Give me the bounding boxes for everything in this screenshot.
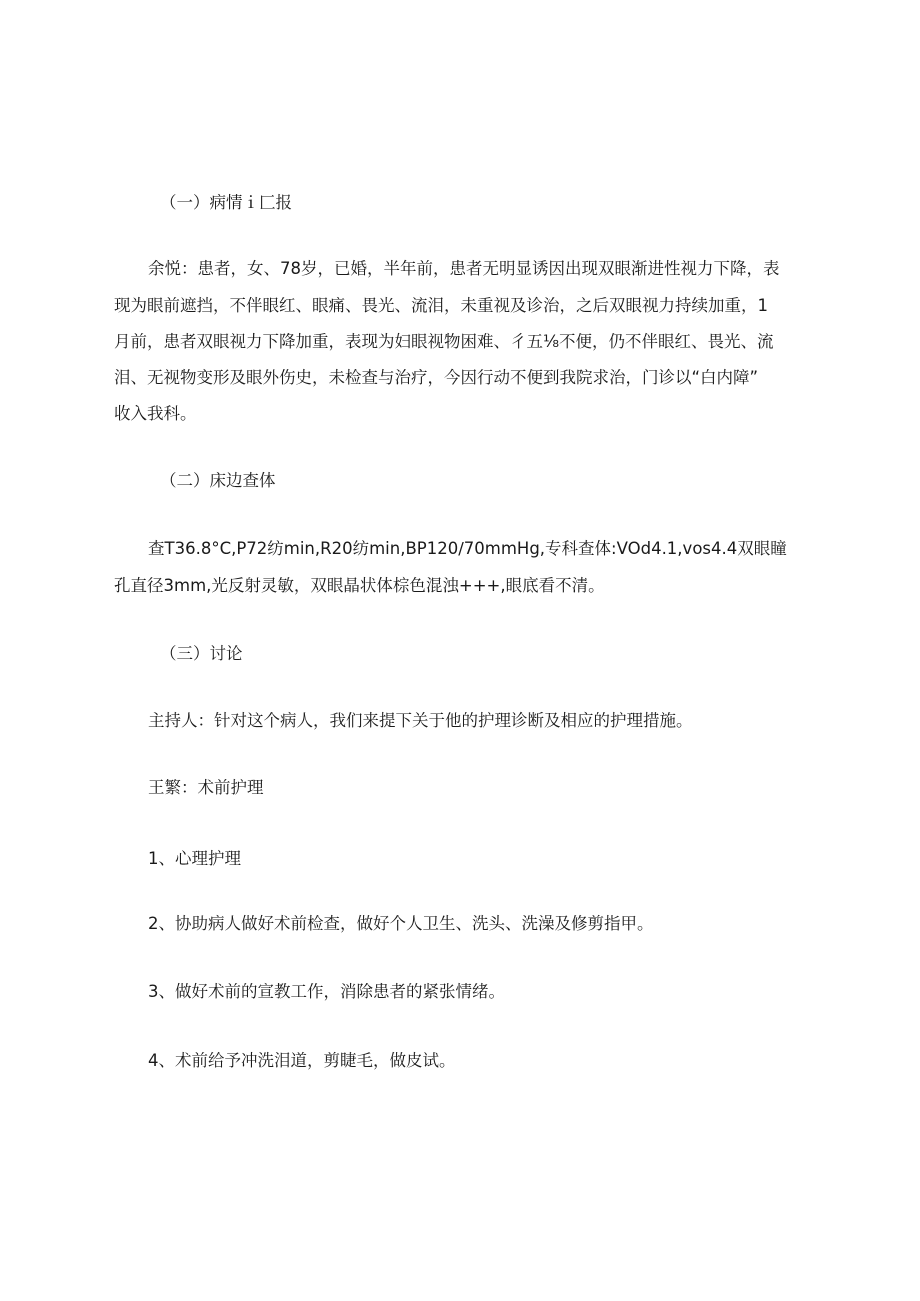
list-item: 2、协助病人做好术前检查，做好个人卫生、洗头、洗澡及修剪指甲。 (148, 914, 654, 933)
paragraph-line: 查T36.8°C,P72纺min,R20纺min,BP120∕70mmHg,专科查体:VOd4.1,vos4.4双眼瞳 (148, 539, 787, 558)
list-item: 4、术前给予冲洗泪道，剪睫毛，做皮试。 (148, 1051, 456, 1070)
paragraph-line: 收入我科。 (114, 404, 197, 423)
list-item: 1、心理护理 (148, 849, 241, 868)
paragraph-line: 泪、无视物变形及眼外伤史，未检查与治疗，今因行动不便到我院求治，门诊以“白内障” (114, 368, 759, 387)
section-heading-bedside-exam: （二）床边查体 (160, 471, 276, 490)
wang-statement: 王繁：术前护理 (148, 778, 264, 797)
paragraph-line: 现为眼前遮挡，不伴眼红、眼痛、畏光、流泪，未重视及诊治，之后双眼视力持续加重，1 (114, 296, 768, 315)
paragraph-line: 余悦：患者，女、78岁，已婚，半年前，患者无明显诱因出现双眼渐进性视力下降，表 (148, 259, 780, 278)
section-heading-discussion: （三）讨论 (160, 644, 243, 663)
paragraph-line: 孔直径3mm,光反射灵敏，双眼晶状体棕色混浊+++,眼底看不清。 (114, 576, 605, 595)
list-item: 3、做好术前的宣教工作，消除患者的紧张情绪。 (148, 982, 505, 1001)
paragraph-line: 月前，患者双眼视力下降加重，表现为妇眼视物困难、彳五⅛不便，仍不伴眼红、畏光、流 (114, 332, 774, 351)
host-statement: 主持人：针对这个病人，我们来提下关于他的护理诊断及相应的护理措施。 (148, 711, 693, 730)
section-heading-condition-report: （一）病情ｉ匚报 (160, 193, 292, 212)
